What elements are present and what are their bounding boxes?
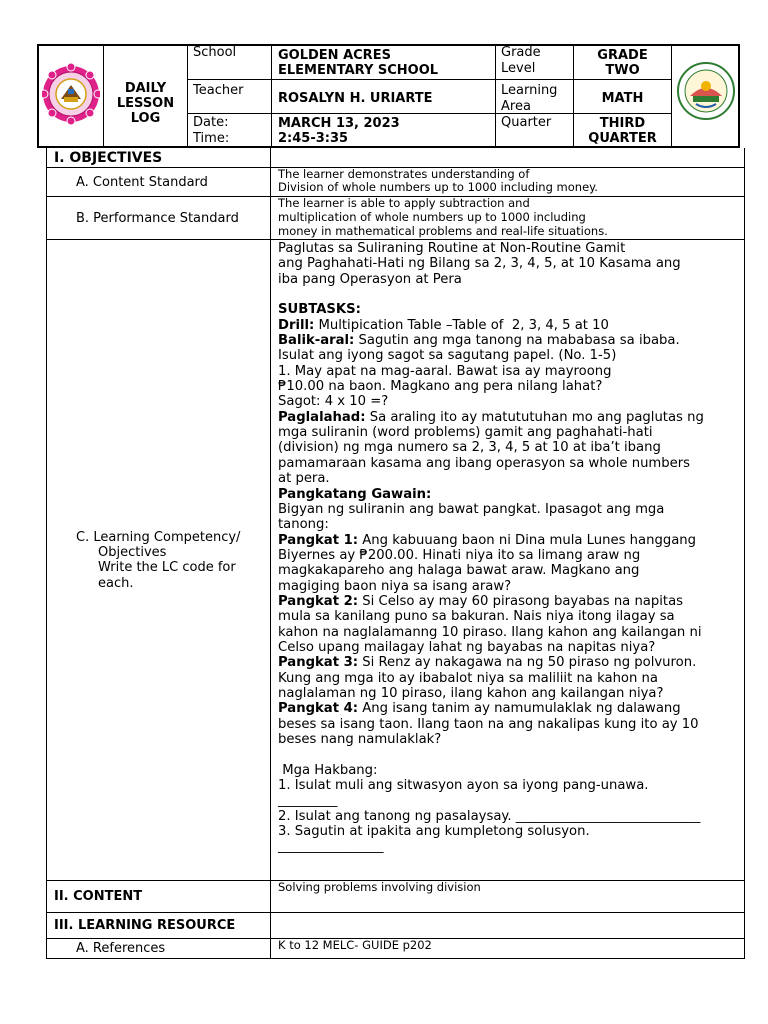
content-heading: II. CONTENT [54, 889, 143, 904]
competency-paragraph [278, 410, 744, 487]
competency-paragraph-label: Pangkat 3: [278, 655, 359, 671]
daily-lesson-log-title-line-1: DAILY [124, 81, 167, 96]
competency-paragraph-label: Pangkat 2: [278, 593, 359, 609]
division-seal-logo [676, 60, 736, 122]
learning-area-label-line-2: Area [501, 99, 531, 114]
content-standard-label: A. Content Standard [76, 175, 208, 190]
competency-paragraph-text: Bigyan ng suliranin ang bawat pangkat. Ipasagot ang mga tanong: [278, 501, 665, 533]
competency-paragraph-text: Paglutas sa Suliraning Routine at Non-Routine Gamit ang Paghahati-Hati ng Bilang sa 2, 3, 4, 5, at 10 Kasama ang iba pang Operasyon at Pera [278, 241, 681, 287]
competency-paragraph [278, 318, 744, 333]
competency-paragraph-text: Ang isang tanim ay namumulaklak ng dalawang beses sa isang taon. Ilang taon na ang nakalipas kung ito ay 10 beses nang namulaklak? [278, 701, 699, 747]
performance-standard-label: B. Performance Standard [76, 211, 239, 226]
competency-paragraph-text: Multipication Table –Table of 2, 3, 4, 5 at 10 [314, 317, 609, 333]
content-standard-line-2: Division of whole numbers up to 1000 including money. [278, 180, 598, 194]
date-label: Date: [193, 115, 229, 130]
competency-paragraph-label: Paglalahad: [278, 409, 366, 425]
competency-label-line-2: Objectives [98, 545, 167, 560]
school-label: School [193, 45, 237, 60]
quarter-label: Quarter [501, 115, 552, 130]
date-value: MARCH 13, 2023 [278, 116, 400, 131]
competency-paragraph [278, 594, 744, 655]
grade-value-line-2: TWO [605, 63, 640, 78]
competency-label-line-3: Write the LC code for [98, 560, 236, 575]
content-standard-line-1: The learner demonstrates understanding of [278, 167, 530, 181]
teacher-value: ROSALYN H. URIARTE [278, 91, 433, 106]
competency-paragraph [278, 533, 744, 594]
school-value-line-1: GOLDEN ACRES [278, 48, 391, 63]
competency-label-line-1: C. Learning Competency/ [76, 530, 241, 545]
competency-paragraph [278, 302, 744, 317]
school-seal-logo [42, 63, 100, 125]
competency-paragraph [278, 747, 744, 762]
references-label: A. References [76, 941, 166, 956]
competency-paragraph-text: Sagutin ang mga tanong na mababasa sa ibaba. Isulat ang iyong sagot sa sagutang papel. (No. 1-5) 1. May apat na mag-aaral. Bawat isa ay mayroong ₱10.00 na baon. Magkano ang pera nilang lahat? Sagot: 4 x 10 =? [278, 333, 680, 410]
quarter-value-line-2: QUARTER [588, 131, 657, 146]
competency-body [278, 241, 744, 855]
grade-value-line-1: GRADE [597, 48, 648, 63]
competency-paragraph-label: Pangkat 4: [278, 701, 359, 717]
grade-level-label-line-2: Level [501, 61, 536, 76]
learning-area-label-line-1: Learning [501, 83, 558, 98]
competency-paragraph [278, 333, 744, 410]
time-label: Time: [193, 131, 230, 146]
competency-paragraph-label: Drill: [278, 317, 315, 333]
competency-paragraph [278, 655, 744, 701]
school-value-line-2: ELEMENTARY SCHOOL [278, 63, 439, 78]
competency-paragraph [278, 241, 744, 287]
daily-lesson-log-title-line-2: LESSON [116, 96, 175, 111]
daily-lesson-log-title-line-3: LOG [130, 111, 161, 126]
competency-paragraph-label: Pangkatang Gawain: [278, 486, 432, 502]
quarter-value-line-1: THIRD [599, 116, 646, 131]
learning-resource-heading: III. LEARNING RESOURCE [54, 918, 236, 933]
competency-paragraph-label: Pangkat 1: [278, 532, 359, 548]
performance-standard-line-1: The learner is able to apply subtraction and [278, 196, 530, 210]
content-value: Solving problems involving division [278, 880, 481, 894]
competency-paragraph-text: Si Renz ay nakagawa na ng 50 piraso ng polvuron. Kung ang mga ito ay ibabalot niya sa maliliit na kahon na naglalaman ng 10 piraso, ilang kahon ang kailangan niya? [278, 655, 697, 701]
time-value: 2:45-3:35 [278, 131, 349, 146]
competency-paragraph-text: Mga Hakbang: 1. Isulat muli ang sitwasyon ayon sa iyong pang-unawa. _________ 2. Isulat ang tanong ng pasalaysay. ____________________________ 3. Sagutin at ipakita ang kumpletong solusyon. ________________ [278, 762, 701, 855]
teacher-label: Teacher [193, 83, 244, 98]
objectives-heading: I. OBJECTIVES [54, 150, 163, 166]
competency-paragraph [278, 487, 744, 502]
competency-paragraph [278, 763, 744, 855]
competency-paragraph [278, 502, 744, 533]
performance-standard-line-2: multiplication of whole numbers up to 1000 including [278, 210, 586, 224]
competency-paragraph-text: Si Celso ay may 60 pirasong bayabas na napitas mula sa kanilang puno sa bakuran. Nais niya itong ilagay sa kahon na naglalamanng 10 piraso. Ilang kahon ang kailangan ni Celso upang mailagay lahat ng bayabas na napitas niya? [278, 593, 702, 655]
grade-level-label-line-1: Grade [501, 45, 541, 60]
learning-area-value: MATH [601, 91, 644, 106]
competency-paragraph-text: Sa araling ito ay matututuhan mo ang paglutas ng mga suliranin (word problems) gamit ang paghahati-hati (division) ng mga numero sa 2, 3, 4, 5 at 10 at iba’t ibang pamamaraan kasama ang ibang operasyon sa whole numbers at pera. [278, 409, 704, 487]
competency-paragraph-label: Balik-aral: [278, 333, 355, 349]
competency-paragraph-text: Ang kabuuang baon ni Dina mula Lunes hanggang Biyernes ay ₱200.00. Hinati niya ito sa limang araw ng magkakapareho ang halaga bawat araw. Magkano ang magiging baon niya sa isang araw? [278, 532, 697, 594]
competency-paragraph [278, 287, 744, 302]
competency-paragraph [278, 701, 744, 747]
competency-label-line-4: each. [98, 576, 134, 591]
competency-paragraph-label: SUBTASKS: [278, 302, 361, 318]
references-value: K to 12 MELC- GUIDE p202 [278, 938, 432, 952]
performance-standard-line-3: money in mathematical problems and real-life situations. [278, 224, 608, 238]
